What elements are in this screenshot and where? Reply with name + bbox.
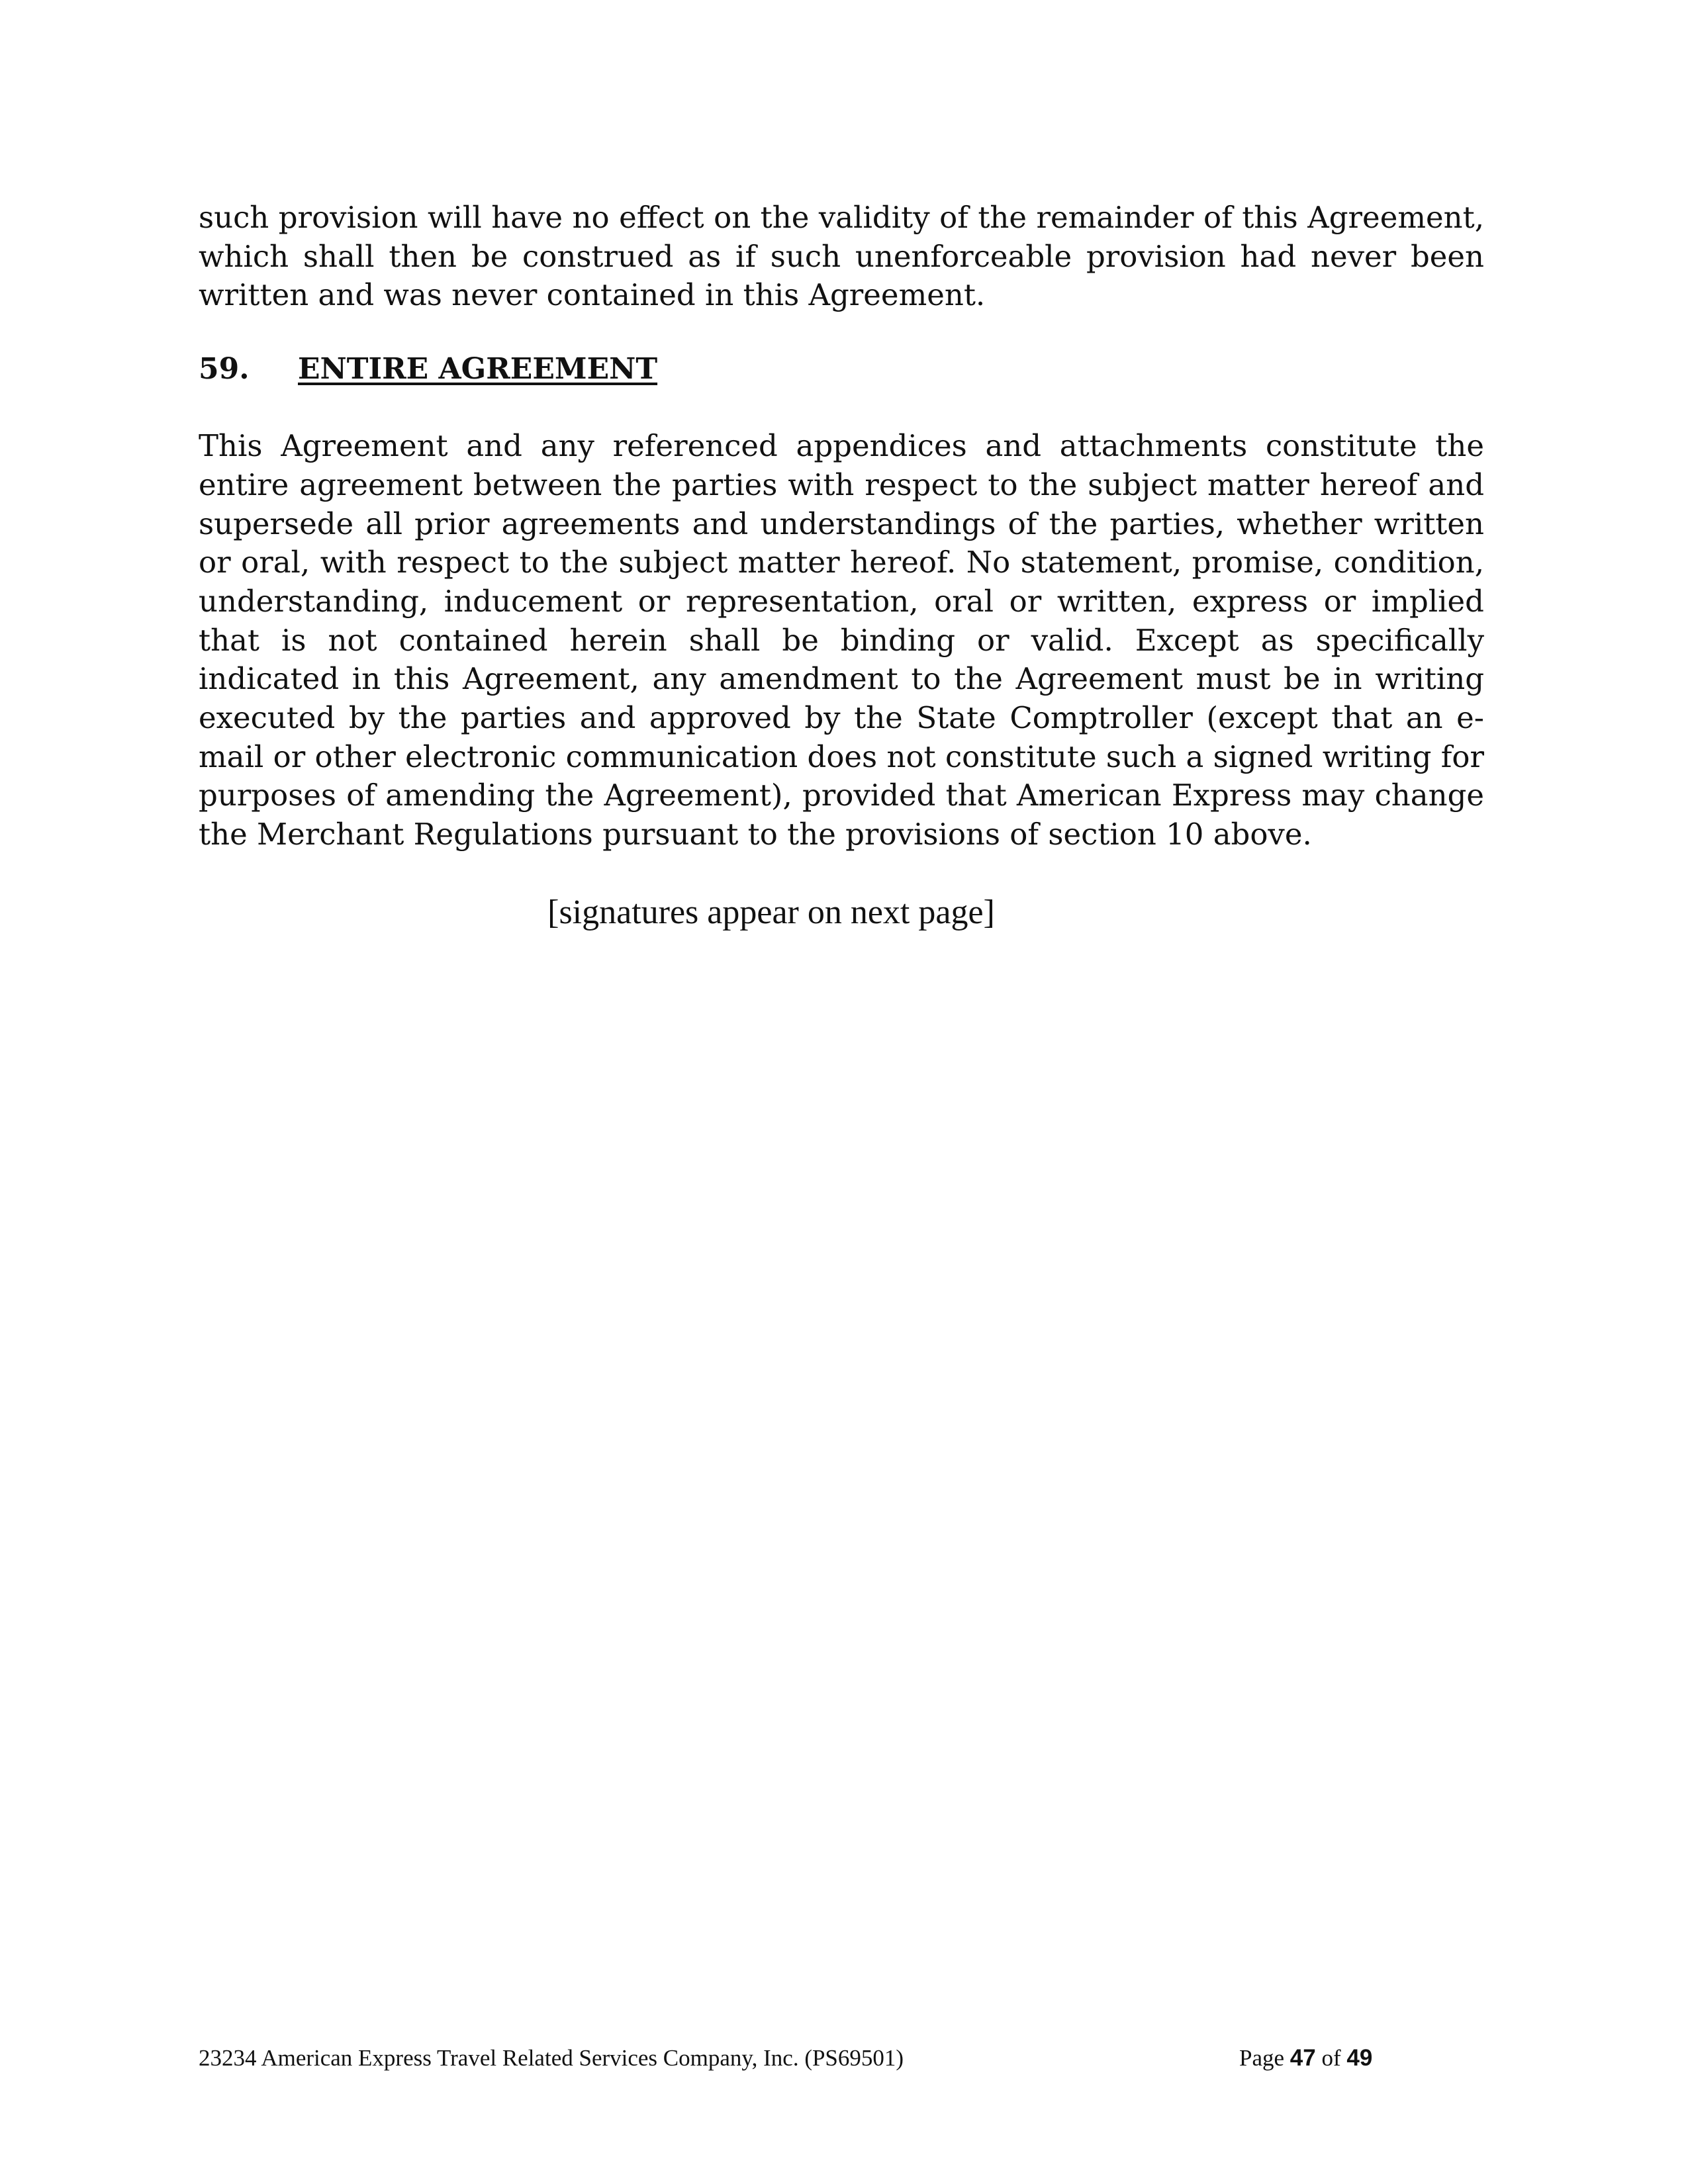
page-label: Page bbox=[1239, 2045, 1285, 2071]
section-title: ENTIRE AGREEMENT bbox=[298, 352, 658, 387]
section-heading bbox=[199, 350, 1484, 388]
footer-contract-text: 23234 American Express Travel Related Services Company, Inc. (PS69501) bbox=[199, 2045, 904, 2071]
page-total: 49 bbox=[1346, 2045, 1373, 2071]
document-body bbox=[199, 199, 1484, 933]
page-number bbox=[1239, 2044, 1372, 2073]
continuation-paragraph: such provision will have no effect on the validity of the remainder of this Agreement, which shall then be construed as if such unenforceable provision had never been written and was never contained in this Agreement. bbox=[199, 200, 1484, 313]
section-body: This Agreement and any referenced appendices and attachments constitute the entire agreement between the parties with respect to the subject matter hereof and supersede all prior agreements and understandings of the parties, whether written or oral, with respect to the subject matter hereof. No statement, promise, condition, understanding, inducement or representation, oral or written, express or implied that is not contained herein shall be binding or valid. Except as specifically indicated in this Agreement, any amendment to the Agreement must be in writing executed by the parties and approved by the State Comptroller (except that an e-mail or other electronic communication does not constitute such a signed writing for purposes of amending the Agreement), provided that American Express may change the Merchant Regulations pursuant to the provisions of section 10 above. bbox=[199, 428, 1484, 852]
page-of: of bbox=[1321, 2045, 1341, 2071]
signature-note: [signatures appear on next page] bbox=[547, 893, 995, 931]
section-number: 59. bbox=[199, 352, 250, 387]
page-current: 47 bbox=[1289, 2045, 1316, 2071]
